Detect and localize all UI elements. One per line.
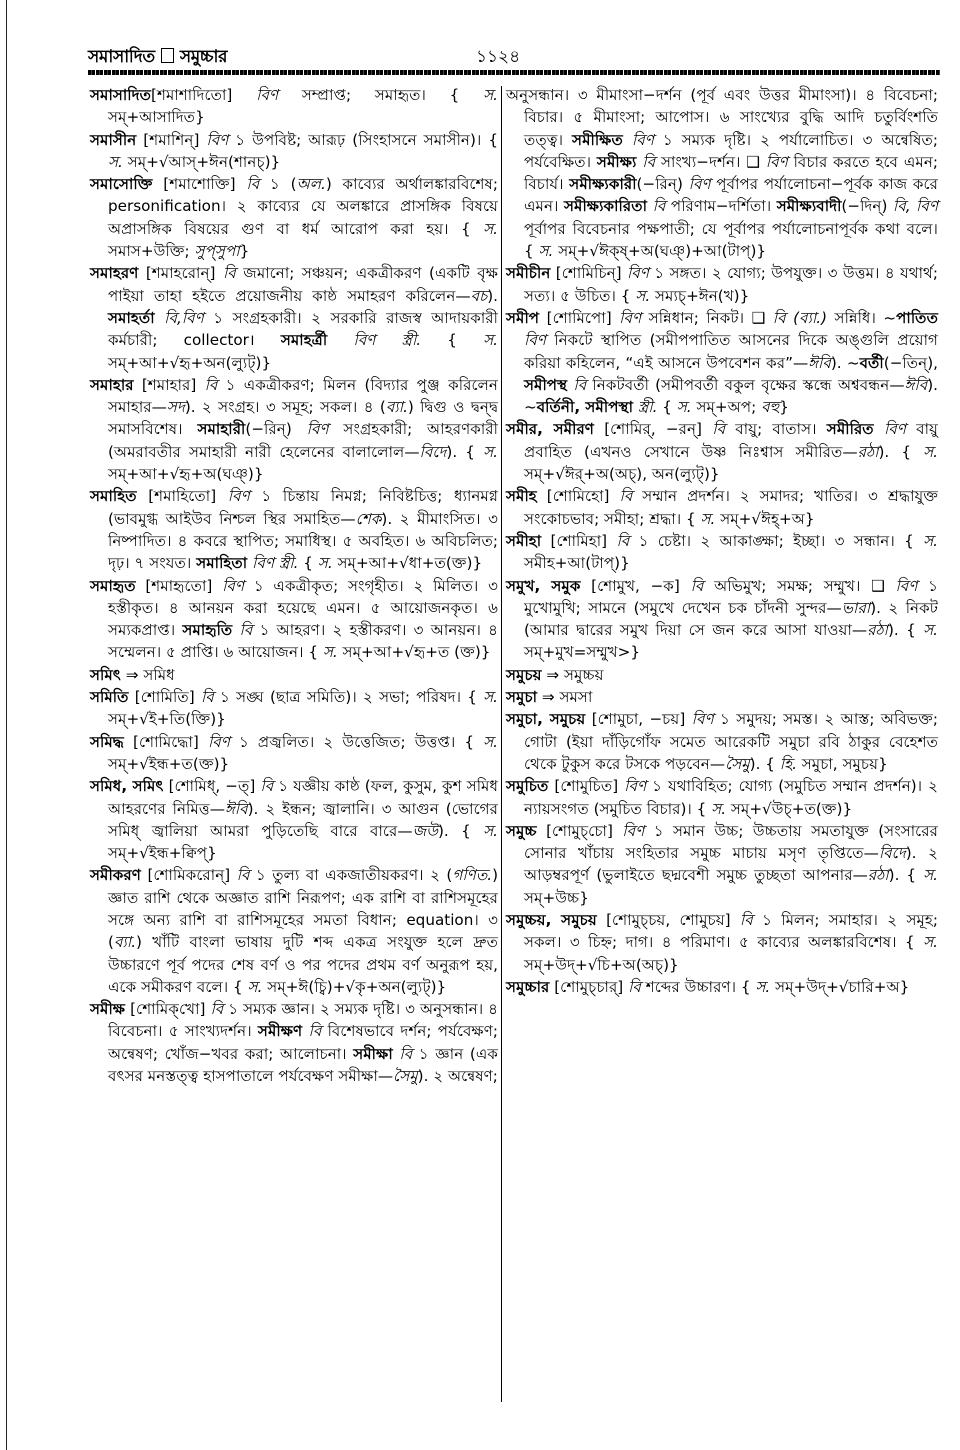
definition-text: ). { xyxy=(888,866,924,885)
grammar-label: স. xyxy=(322,643,338,662)
grammar-label: বি (ব্যা.) xyxy=(772,308,828,327)
headword: সমাহার xyxy=(90,375,134,394)
grammar-label: হি. xyxy=(779,754,797,773)
definition-text: ১ মিলন; সমাহার। ২ সমূহ; সকল। ৩ চিহ্ন; দাগ। ৪ পরিমাণ। ৫ কাব্যের অলঙ্কারবিশেষ। { xyxy=(524,910,939,952)
grammar-label: বিণ xyxy=(883,420,906,439)
grammar-label: স. xyxy=(483,442,498,461)
grammar-label: বি xyxy=(260,777,274,796)
grammar-label: সৈমু xyxy=(725,754,750,773)
headword: সমুচ্চ xyxy=(506,821,537,840)
definition-text: বায়ু; বাতাস। xyxy=(725,420,827,439)
definition-text: সম্মান প্রদর্শন। ২ সমাদর; খাতির। ৩ শ্রদ্ধাযুক্ত সংকোচভাব; সমীহা; শ্রদ্ধা। { xyxy=(524,487,938,528)
definition-text: সম্+আ+√হৃ+ত (ক্ত)} xyxy=(337,643,491,662)
grammar-label: বি xyxy=(210,1000,224,1019)
grammar-label: বিণ xyxy=(619,308,642,327)
definition-text: সংগ্রহকারী; আহরণকারী (অমরাবতীর সমাহারী নারী হেলেনের বালালোল— xyxy=(108,420,498,461)
headword: সমীক্ষিত xyxy=(572,130,623,149)
definition-text xyxy=(874,420,884,438)
grammar-label: রঠা xyxy=(867,621,888,640)
headword: সমীক্ষ্যকারী xyxy=(569,175,637,194)
dictionary-entry xyxy=(90,129,498,174)
grammar-label: গণিত. xyxy=(452,866,493,885)
definition-text: [শোমিতি] xyxy=(128,688,201,707)
dictionary-entry xyxy=(506,485,938,530)
dictionary-entry xyxy=(90,998,498,1087)
definition-text: সন্নিধি। ~ xyxy=(827,308,897,327)
dictionary-entry xyxy=(90,664,498,686)
grammar-label: বি xyxy=(236,866,250,885)
definition-text: ) কাব্যের অর্থালঙ্কারবিশেষ; personification। ২ কাব্যের যে অলঙ্কারে প্রাসঙ্গিক বিষয়ে অপ্রাসঙ্গিক বিষয়ের গুণ বা ধর্ম আরোপ করা হয়। { xyxy=(108,175,498,238)
dictionary-entry xyxy=(506,307,938,418)
dictionary-entry xyxy=(506,575,938,664)
square-separator-icon xyxy=(161,48,174,63)
definition-text: ১ তুল্য বা একজাতীয়করণ। ২ ( xyxy=(249,866,453,885)
headword: সমাহর্ত্রী xyxy=(280,331,328,350)
dictionary-entry xyxy=(506,530,938,575)
grammar-label: বিণ xyxy=(631,130,654,149)
definition-text: সম্+√ই+তি(ক্তি)} xyxy=(108,710,226,729)
headword: সমীক্ষ্যকারিতা xyxy=(564,197,648,216)
definition-text: [শোমুখ, −ক] xyxy=(580,576,691,595)
dictionary-entry xyxy=(90,374,498,485)
definition-text: { xyxy=(421,331,484,350)
page-left-edge xyxy=(0,0,7,1450)
definition-text: ১ সমান উচ্চ; উচ্চতায় সমতাযুক্ত (সংসারের সোনার খাঁচায় সংহিতার সমুচ্চ মাচায় মসৃণ তৃপ্তিতে— xyxy=(524,821,938,863)
definition-text: ১ উপবিষ্ট; আরূঢ় (সিংহাসনে সমাসীন)। { xyxy=(228,130,498,149)
dictionary-entry xyxy=(90,864,498,998)
headword: সমাহরণ xyxy=(90,264,139,283)
dictionary-entry xyxy=(506,976,938,998)
definition-text: নিকটে স্থাপিত (সমীপপাতিত আসনের দিকে অঙ্গুলি প্রয়োগ করিয়া কহিলেন, “এই আসনে উপবেশন কর”— xyxy=(524,331,938,372)
definition-text: সম্+√ইন্ধ+ত(ক্ত)} xyxy=(108,754,230,773)
definition-text: সম্+অপ; xyxy=(691,398,762,417)
definition-text: ). { xyxy=(887,621,924,640)
definition-text: [শোমির্, −রন্] xyxy=(593,420,713,439)
grammar-label: রঠা xyxy=(867,866,889,885)
definition-text: ). ২ আড়ম্বরপূর্ণ (ভুলাইতে ছদ্মবেশী সমুচ্চ তুচ্ছতা আপনার— xyxy=(524,844,938,885)
definition-text xyxy=(232,621,239,639)
grammar-label: স্ত্রী. xyxy=(637,398,658,417)
headword: সমীপ xyxy=(506,308,540,327)
grammar-label: বিণ স্ত্রী. xyxy=(252,554,299,573)
grammar-label: স. xyxy=(755,977,771,996)
definition-text: ১ সমুদয়; সমস্ত। ২ আস্ত; অবিভক্ত; গোটা (ইয়া দাঁড়িগোঁফ সমেত আরেকটি সমুচা রবি ঠাকুর বেহেশত থেকে টুকুস করে টসকে পড়বেন— xyxy=(524,710,938,773)
grammar-label: বহু xyxy=(761,398,780,417)
definition-text: (−রিন্) xyxy=(636,175,689,194)
headword: সমুচা xyxy=(506,688,538,707)
grammar-label: বি xyxy=(619,487,633,506)
grammar-label: বিণ xyxy=(227,487,250,506)
grammar-label: স. xyxy=(247,977,263,996)
dictionary-entry xyxy=(90,775,498,864)
definition-text: পূর্বাপর পর্যালোচনা−পূর্বক কাজ করে এমন। xyxy=(524,175,939,216)
grammar-label: রঠা xyxy=(857,442,879,461)
definition-text: ১ সঙ্ঘ (ছাত্র সমিতি)। ২ সভা; পরিষদ। { xyxy=(213,688,484,707)
grammar-label: বি xyxy=(308,1022,322,1041)
grammar-label: স. xyxy=(676,398,692,417)
definition-text: ) দ্বিগু ও দ্বন্দ্ব সমাসবিশেষ। xyxy=(108,398,498,439)
headword: সমীক্ষ xyxy=(90,1000,126,1019)
grammar-label: ঈবি xyxy=(224,799,248,818)
grammar-label: স. xyxy=(483,219,498,238)
definition-text: ১ সম্যক দৃষ্টি। ২ পর্যালোচিত। ৩ অন্বেষিত; পর্যবেক্ষিত। xyxy=(524,130,939,171)
headword: সমীহ xyxy=(506,487,537,506)
definition-text: [শমাহৃতো] xyxy=(135,576,223,595)
grammar-label: স. xyxy=(538,242,554,261)
definition-text: ১ একত্রীকৃত; সংগৃহীত। ২ মিলিত। ৩ হস্তীকৃত। ৪ আনয়ন করা হয়েছে এমন। ৫ আয়োজনকৃত। ৬ সম্যকপ্রাপ্ত। xyxy=(108,576,498,640)
grammar-label: স. xyxy=(923,531,938,550)
definition-text: সম্+আ+√ধা+ত(ক্ত)} xyxy=(332,554,483,573)
definition-text: (−দিন্) xyxy=(841,197,893,216)
definition-text: ). ~ xyxy=(830,353,860,372)
grammar-label: ঈবি xyxy=(808,353,831,372)
definition-text xyxy=(327,331,353,349)
definition-text: ১ যজ্ঞীয় কাষ্ঠ (ফল, কুসুম, কুশ সমিধ আহরণের নিমিত্ত— xyxy=(108,777,498,818)
grammar-label: স. xyxy=(317,554,333,573)
grammar-label: স. xyxy=(923,866,938,885)
definition-text: ). ২ ইন্ধন; জ্বালানি। ৩ আগুন (ভোগের সমিধ্ জ্বালিয়া আমরা পুড়িতেছি বারে বারে— xyxy=(108,799,498,840)
definition-text: সম্+ঈ(চ্বি)+√কৃ+অন(ল্যুট্)} xyxy=(262,977,447,996)
grammar-label: ঈবি xyxy=(904,375,928,394)
headword: সমিৎ xyxy=(90,665,121,684)
definition-text: ১ ( xyxy=(259,175,297,194)
definition-text: [শোমিদ্ধো] xyxy=(123,732,208,751)
definition-text: ১ সংগ্রহকারী। ২ সরকারি রাজস্ব আদায়কারী কর্মচারী; collector। xyxy=(108,308,499,350)
definition-text: ১ যথাবিহিত; যোগ্য (সমুচিত সম্মান প্রদর্শন)। ২ ন্যায়সংগত (সমুচিত বিচার)। { xyxy=(524,777,938,818)
definition-text: সম্যচ্+ঈন(খ)} xyxy=(650,286,750,305)
headword: সমীহা xyxy=(506,531,542,550)
grammar-label: বি xyxy=(616,531,630,550)
headword: সমুচিত xyxy=(506,777,549,796)
grammar-label: বিণ xyxy=(206,130,229,149)
headword: সমাসাদিত xyxy=(90,86,152,104)
dictionary-entry xyxy=(90,262,498,373)
definition-text: সম্+√ঈর্+অ(অচ্), অন(ল্যুট্)} xyxy=(524,465,720,484)
guide-word-first: সমাসাদিত xyxy=(88,47,155,67)
definition-text: সম্+আ+√হৃ+অ(ঘঞ্)} xyxy=(108,465,264,484)
definition-text: [শমাশাদিতো] xyxy=(151,86,257,104)
definition-text: সমুচা, সমুচয়} xyxy=(796,754,888,773)
definition-text: (−রিন্) xyxy=(245,420,307,439)
grammar-label: বিণ xyxy=(765,152,788,171)
headword: সমীচীন xyxy=(506,264,551,283)
definition-text: অভিমুখ; সমক্ষ; সম্মুখ। ❑ xyxy=(703,576,896,595)
definition-text xyxy=(623,131,632,149)
dictionary-entry xyxy=(506,84,938,262)
headword: সমীর, সমীরণ xyxy=(506,420,594,439)
headword: সমাসোক্তি xyxy=(90,175,153,194)
definition-text: [শোমিকরোন্] xyxy=(140,866,237,885)
definition-text: [শোমুচ্‌চার্] xyxy=(549,977,629,996)
definition-text: বিশেষভাবে দর্শন; পর্যবেক্ষণ; অন্বেষণ; খোঁজ−খবর করা; আলোচনা। xyxy=(108,1022,499,1063)
grammar-label: বি,বিণ xyxy=(164,308,204,327)
grammar-label: বিণ xyxy=(626,264,649,283)
grammar-label: বি xyxy=(246,175,260,194)
grammar-label: বিদে xyxy=(878,844,906,863)
definition-text: সম্+√উচ্+ত(ক্ত)} xyxy=(726,799,853,818)
dictionary-entry xyxy=(506,775,938,820)
definition-text: ) খাঁটি বাংলা ভাষায় দুটি শব্দ একত্র সংযুক্ত হলে দ্রুত উচ্চারণে পূর্ব পদের শেষ বর্ণ ও পর পদের প্রথম বর্ণ অনুরূপ হয়, একে সমীকরণ বলে। { xyxy=(108,933,498,996)
grammar-label: স. xyxy=(483,331,498,350)
page-header xyxy=(88,44,938,66)
definition-text: সম্+আ+√হৃ+অন(ল্যুট্)} xyxy=(108,353,272,372)
headword: সমুচ্চয়, সমুচয় xyxy=(506,910,597,929)
definition-text: ). ২ নিকট (আমার দ্বারের সমুখ দিয়া সে জন করে আসা যাওয়া— xyxy=(524,598,938,640)
grammar-label: বিণ xyxy=(207,732,230,751)
definition-text: বায়ু প্রবাহিত (এখনও সেখানে উষ্ণ নিঃশ্বাস সমীরিত— xyxy=(524,420,938,461)
definition-text: [শোমিহো] xyxy=(536,487,620,506)
headword: বর্তিনী, সমীপস্থা xyxy=(536,398,633,417)
headword: সমীক্ষা xyxy=(353,1044,393,1063)
definition-text: সম্+উদ্+√চারি+অ} xyxy=(770,977,910,996)
dictionary-entry xyxy=(506,418,938,485)
grammar-label: স. xyxy=(700,509,716,528)
grammar-label: স. xyxy=(483,86,498,104)
dictionary-entry xyxy=(90,84,498,129)
definition-text: [শোমুচিত] xyxy=(548,777,625,796)
definition-text: ). { xyxy=(446,442,484,461)
grammar-label: বিদে xyxy=(419,442,447,461)
grammar-label: স. xyxy=(483,821,498,840)
definition-text: [শমাশিন্] xyxy=(136,130,207,149)
headword: সমাহিত xyxy=(90,487,137,506)
headword: সমাহৃত xyxy=(90,576,136,595)
grammar-label: বিণ xyxy=(256,86,279,104)
grammar-label: স. xyxy=(923,933,938,952)
headword: সমিধ, সমিৎ xyxy=(90,777,164,796)
grammar-label: অল. xyxy=(296,175,326,194)
guide-words xyxy=(88,44,227,72)
dictionary-entry xyxy=(90,575,498,664)
grammar-label: বিণ xyxy=(222,576,245,595)
grammar-label: বি, বিণ xyxy=(892,197,939,216)
definition-text: সমাস+উক্তি; xyxy=(108,242,195,261)
definition-text: অনুসন্ধান। ৩ মীমাংসা−দর্শন (পূর্ব এবং উত্তর মীমাংসা)। ৪ বিবেচনা; বিচার। ৫ মীমাংসা; আপোস। ৬ সাংখ্যের বুদ্ধি আদি চতুর্বিংশতি তত্ত্ব। xyxy=(506,86,938,149)
definition-text: [শোমিপো] xyxy=(539,308,620,327)
grammar-label: বচ xyxy=(470,286,488,305)
left-column xyxy=(90,84,498,1087)
definition-text: সমীহ+আ(টাপ্)} xyxy=(524,554,630,573)
definition-text: ⇒ সমসা xyxy=(537,688,593,707)
headword: সমাসীন xyxy=(90,130,137,149)
dictionary-entry xyxy=(506,820,938,909)
headword: সমুচ্চার xyxy=(506,977,550,996)
definition-text xyxy=(155,309,165,327)
definition-text: ১ জ্ঞান (এক বৎসর মনস্তত্ত্ব হাসপাতালে পর্যবেক্ষণ সমীক্ষা— xyxy=(108,1044,498,1086)
grammar-label: বিণ স্ত্রী. xyxy=(353,331,422,350)
grammar-label: স. xyxy=(483,688,498,707)
definition-text: ১ চেষ্টা। ২ আকাঙ্ক্ষা; ইচ্ছা। ৩ সন্ধান। { xyxy=(629,531,924,550)
definition-text: সম্প্রাপ্ত; সমাহৃত। { xyxy=(278,86,484,104)
grammar-label: বিণ xyxy=(895,576,918,595)
definition-text: সম্+√ঈহ্+অ} xyxy=(715,509,815,528)
dictionary-entry xyxy=(506,909,938,976)
definition-text: ১ আহরণ। ২ হস্তীকরণ। ৩ আনয়ন। ৪ সম্মেলন। ৫ প্রাপ্তি। ৬ আয়োজন। { xyxy=(108,621,499,662)
grammar-label: বি xyxy=(239,621,253,640)
definition-text: নিকটবর্তী (সমীপবর্তী বকুল বৃক্ষের স্কন্ধে অশ্ববন্ধন— xyxy=(586,375,905,394)
grammar-label: শেক xyxy=(355,509,382,528)
grammar-label: স. xyxy=(108,152,123,171)
grammar-label: বিণ xyxy=(624,777,647,796)
grammar-label: ব্যা. xyxy=(385,398,408,417)
headword: সমুচয় xyxy=(506,665,542,684)
definition-text: সম্+√আস্+ঈন(শানচ্)} xyxy=(122,152,281,171)
dictionary-entry xyxy=(506,664,938,686)
definition-text: ). { xyxy=(749,754,780,773)
grammar-label: জউ xyxy=(412,821,438,840)
grammar-label: বি xyxy=(652,197,666,216)
dictionary-entry xyxy=(506,708,938,775)
page-number: ১১২৪ xyxy=(476,47,521,67)
headword: সমীরিত xyxy=(826,420,874,439)
grammar-label: বি xyxy=(712,420,726,439)
definition-text: সন্নিধান; নিকট। ❑ xyxy=(641,308,773,327)
dictionary-entry xyxy=(506,686,938,708)
definition-text: শব্দের উচ্চারণ। { xyxy=(640,977,756,996)
definition-text: } xyxy=(779,398,789,417)
definition-text: পরিণাম−দর্শিতা। xyxy=(665,197,777,216)
grammar-label: বি xyxy=(573,375,587,394)
headword: সমিদ্ধ xyxy=(90,732,124,751)
definition-text: ১ সঙ্গত। ২ যোগ্য; উপযুক্ত। ৩ উত্তম। ৪ যথার্থ; সত্য। ৫ উচিত। { xyxy=(524,264,938,305)
definition-text: } xyxy=(239,242,250,261)
definition-text: ⇒ সমিধ xyxy=(120,665,175,684)
grammar-label: স. xyxy=(711,799,727,818)
dictionary-entry xyxy=(90,173,498,262)
definition-text: সাংখ্য−দর্শন। ❑ xyxy=(655,152,766,171)
definition-text: ⇒ সমুচ্চয় xyxy=(541,665,604,684)
definition-text: [শোমুচ্‌চয়, শোমুচয়] xyxy=(596,910,740,929)
grammar-label: স. xyxy=(483,732,498,751)
headword: সমাহর্তা xyxy=(108,308,155,327)
grammar-label: বিণ xyxy=(524,331,546,350)
grammar-label: স. xyxy=(923,442,938,461)
definition-text: ). ২ অন্বেষণ; xyxy=(417,1067,498,1086)
headword: সমুচা, সমুচয় xyxy=(506,710,586,729)
grammar-label: বি xyxy=(690,576,704,595)
definition-text: ১ মুখোমুখি; সামনে (সমুখে দেখেন চক চাঁদনী সুন্দর— xyxy=(524,576,938,617)
headword: সমীক্ষণ xyxy=(257,1022,303,1041)
definition-text: সম্+মুখ=সম্মুখ>} xyxy=(524,643,640,662)
column-divider xyxy=(501,86,502,1402)
grammar-label: সদ xyxy=(166,398,185,417)
dictionary-entry xyxy=(90,485,498,574)
definition-text: [শোমুচ্‌চো] xyxy=(536,821,623,840)
headword: সমীক্ষ্যবাদী xyxy=(776,197,842,216)
definition-text: ). xyxy=(487,286,498,305)
definition-text: ). ২ সংগ্রহ। ৩ সমূহ; সকল। ৪ ( xyxy=(184,398,386,417)
headword: সমীকরণ xyxy=(90,866,141,885)
grammar-label: বিণ xyxy=(688,175,711,194)
definition-text: [শমাহরোন্] xyxy=(138,264,223,283)
grammar-label: বিণ xyxy=(622,821,645,840)
dictionary-entry xyxy=(90,686,498,731)
grammar-label: বি xyxy=(200,688,214,707)
headword: সমাহৃতি xyxy=(182,621,233,640)
definition-text: [শোমিচিন্] xyxy=(550,264,627,283)
grammar-label: বি xyxy=(222,264,236,283)
guide-word-last: সমুচ্চার xyxy=(179,47,228,67)
definition-text: বিচার করতে হবে এমন; বিচার্য। xyxy=(524,152,939,194)
headword: সমীপস্থ xyxy=(524,375,568,394)
grammar-label: বি xyxy=(399,1044,413,1063)
definition-text: { xyxy=(657,398,677,417)
definition-text: জমানো; সঞ্চয়ন; একত্রীকরণ (একটি বৃক্ষ পাইয়া তাহা হইতে প্রয়োজনীয় কাষ্ঠ সমাহরণ করিলেন— xyxy=(108,264,499,305)
headword: সমাহিতা xyxy=(196,554,248,573)
grammar-label: বি xyxy=(204,375,218,394)
grammar-label: স. xyxy=(923,621,938,640)
definition-text: ). ২ মীমাংসিত। ৩ নিষ্পাদিত। ৪ কবরে স্থাপিত; সমাধিস্থ। ৫ অবহিত। ৬ অবিচলিত; দৃঢ়। ৭ সংযত। xyxy=(108,509,498,573)
definition-text: সম্+আসাদিত} xyxy=(108,108,205,127)
definition-text: [শমাশোক্তি] xyxy=(152,175,247,194)
grammar-label: স. xyxy=(635,286,651,305)
right-column xyxy=(506,84,938,998)
grammar-label: সুপ্‌সুপা xyxy=(194,242,240,261)
dictionary-entry xyxy=(506,262,938,307)
definition-text: ১ সম্যক জ্ঞান। ২ সম্যক দৃষ্টি। ৩ অনুসন্ধান। ৪ বিবেচনা। ৫ সাংখ্যদর্শন। xyxy=(108,1000,498,1041)
definition-text: { xyxy=(298,554,318,573)
definition-text: [শমাহিতো] xyxy=(136,487,228,506)
grammar-label: বি xyxy=(628,977,641,996)
headword: সমুখ, সমুক xyxy=(506,576,581,595)
grammar-label: বি xyxy=(642,152,656,171)
definition-text: ). { xyxy=(878,442,924,461)
definition-text: ) জ্ঞাত রাশি থেকে অজ্ঞাত রাশি নিরূপণ; এক রাশি বা রাশিসমূহের সঙ্গে অন্য রাশি বা রাশিসমূহের সমতা বিধান; equation। ৩ ( xyxy=(108,866,499,952)
grammar-label: ব্যা. xyxy=(113,933,137,952)
definition-text: সম্+উদ্+√চি+অ(অচ্)} xyxy=(524,955,679,974)
definition-text: (−তিন্), xyxy=(883,353,938,372)
definition-text: সম্+√ইন্ধ+ক্বিপ্} xyxy=(108,844,217,863)
headword: সমিতি xyxy=(90,688,129,707)
headword: সমীক্ষ্য xyxy=(596,152,637,171)
definition-text: [শমাহার] xyxy=(133,375,205,394)
headword: বর্তী xyxy=(859,353,884,372)
definition-text: ১ প্রজ্বলিত। ২ উত্তেজিত; উত্তপ্ত। { xyxy=(229,732,484,751)
definition-text: পূর্বাপর বিবেচনার পক্ষপাতী; যে পূর্বাপর পর্যালোচনাপূর্বক কথা বলে। { xyxy=(524,219,938,261)
grammar-label: বিণ xyxy=(691,710,714,729)
grammar-label: সৈমু xyxy=(393,1067,418,1086)
definition-text: [শোমুচা, −চয়] xyxy=(585,710,692,729)
header-rule xyxy=(88,70,940,75)
definition-text: ). { xyxy=(437,821,484,840)
grammar-label: ভারা xyxy=(841,598,871,617)
headword: সমাহারী xyxy=(197,420,246,439)
definition-text: সম্+উচ্চ} xyxy=(524,888,589,907)
definition-text: [শোমিহা] xyxy=(541,531,617,550)
definition-text: [শোমিক্‌খো] xyxy=(125,1000,211,1019)
definition-text: ১ চিন্তায় নিমগ্ন; নিবিষ্টচিত্ত; ধ্যানমগ্ন (ভাবমুগ্ধ আইউব নিশ্চল স্থির সমাহিত— xyxy=(108,487,498,528)
grammar-label: বি xyxy=(739,910,753,929)
definition-text: ১ একত্রীকরণ; মিলন (বিদ্যার পুঞ্জ করিলেন সমাহার— xyxy=(108,375,498,417)
definition-text: সম্+√ঈক্ষ্+অ(ঘঞ্)+আ(টাপ্)} xyxy=(553,242,767,261)
headword: পাতিত xyxy=(896,308,938,327)
definition-text: ). ~ xyxy=(524,375,938,417)
grammar-label: বিণ xyxy=(306,420,329,439)
definition-text: [শোমিধ্, −ত্] xyxy=(163,777,261,796)
dictionary-entry xyxy=(90,731,498,776)
